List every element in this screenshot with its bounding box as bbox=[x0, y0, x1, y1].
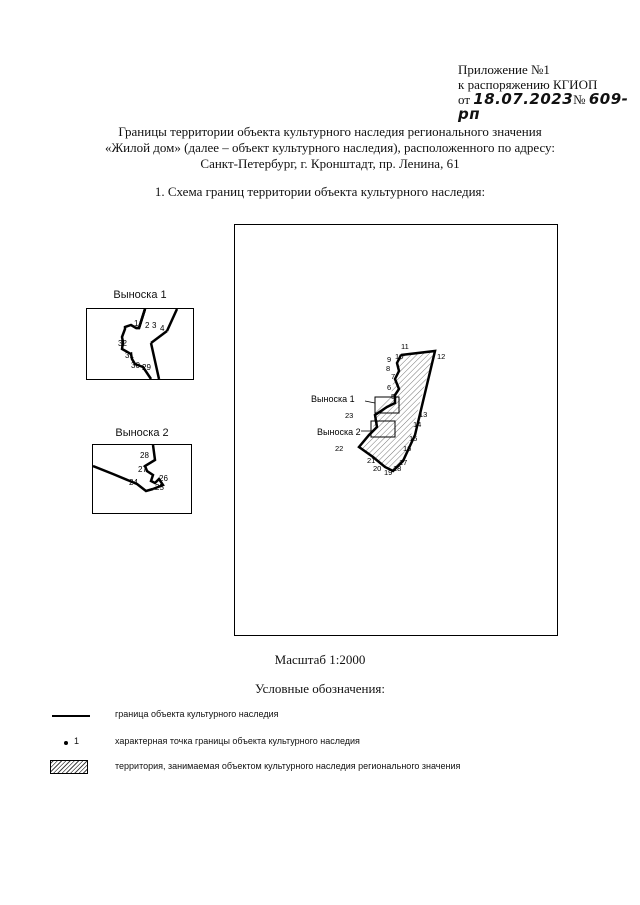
scale-label: Масштаб 1:2000 bbox=[274, 652, 366, 667]
legend-item-boundary: граница объекта культурного наследия bbox=[115, 709, 279, 719]
map-label-10: 10 bbox=[395, 352, 404, 361]
inset1-label-29: 29 bbox=[142, 363, 151, 372]
inset2-label-28: 28 bbox=[140, 451, 149, 460]
inset1-boundary bbox=[87, 309, 193, 379]
map-label-6: 6 bbox=[387, 383, 392, 392]
map-diagram bbox=[235, 225, 557, 635]
legend-point-number: 1 bbox=[74, 736, 80, 746]
map-label-11: 11 bbox=[401, 342, 409, 351]
map-label-13: 13 bbox=[419, 410, 428, 419]
inset2-boundary bbox=[93, 445, 191, 513]
legend-title: Условные обозначения: bbox=[254, 681, 386, 696]
inset2-frame bbox=[92, 444, 192, 514]
legend-hatch-symbol bbox=[50, 760, 88, 774]
inset1-label-30: 30 bbox=[131, 361, 140, 370]
appendix-title: Приложение №1 bbox=[458, 62, 550, 77]
legend-item-point: характерная точка границы объекта культурного наследия bbox=[115, 736, 360, 746]
map-label-23: 23 bbox=[345, 411, 354, 420]
inset2-label-27: 27 bbox=[138, 465, 147, 474]
map-label-7: 7 bbox=[391, 372, 396, 381]
inset2-label-26: 26 bbox=[159, 474, 168, 483]
appendix-block bbox=[458, 62, 640, 122]
appendix-number: 609-рп bbox=[458, 90, 629, 123]
inset1-label-31: 31 bbox=[125, 351, 134, 360]
map-label-21: 21 bbox=[367, 456, 376, 465]
callout1-label: Выноска 1 bbox=[311, 394, 355, 404]
map-frame bbox=[234, 224, 558, 636]
document-title bbox=[60, 124, 600, 172]
map-label-16: 16 bbox=[403, 444, 412, 453]
appendix-from: от bbox=[458, 92, 471, 107]
callout2-label: Выноска 2 bbox=[317, 427, 361, 437]
section-heading: 1. Схема границ территории объекта культурного наследия: bbox=[154, 184, 486, 199]
inset1-label-32: 32 bbox=[118, 339, 127, 348]
inset1-label-3: 3 bbox=[152, 321, 157, 330]
map-label-5: 5 bbox=[391, 392, 396, 401]
appendix-date-line bbox=[458, 92, 640, 122]
map-label-20: 20 bbox=[373, 464, 382, 473]
title-line-2: «Жилой дом» (далее – объект культурного наследия), расположенного по адресу: bbox=[105, 140, 555, 155]
legend-line-symbol bbox=[52, 715, 90, 717]
inset1-label-2: 2 bbox=[145, 321, 150, 330]
legend-point-symbol bbox=[64, 741, 68, 745]
map-label-15: 15 bbox=[409, 434, 418, 443]
map-label-18: 18 bbox=[393, 464, 402, 473]
map-label-19: 19 bbox=[384, 468, 393, 477]
inset2-title: Выноска 2 bbox=[115, 427, 169, 439]
appendix-order: к распоряжению КГИОП bbox=[458, 77, 598, 92]
map-label-9: 9 bbox=[387, 355, 392, 364]
map-label-12: 12 bbox=[437, 352, 446, 361]
appendix-date: 18.07.2023 bbox=[473, 90, 574, 108]
inset1-label-1: 1 bbox=[134, 319, 139, 328]
map-label-22: 22 bbox=[335, 444, 344, 453]
inset2-label-24: 24 bbox=[129, 478, 138, 487]
inset1-label-4: 4 bbox=[160, 324, 165, 333]
map-label-17: 17 bbox=[399, 458, 408, 467]
inset1-title: Выноска 1 bbox=[113, 289, 167, 301]
map-label-8: 8 bbox=[386, 364, 391, 373]
inset2-label-25: 25 bbox=[155, 483, 164, 492]
inset1-frame bbox=[86, 308, 194, 380]
title-line-3: Санкт-Петербург, г. Кронштадт, пр. Ленина, 61 bbox=[200, 156, 460, 171]
legend-item-territory: территория, занимаемая объектом культурного наследия регионального значения bbox=[115, 761, 461, 771]
appendix-no: № bbox=[573, 92, 586, 107]
map-label-14: 14 bbox=[413, 420, 422, 429]
title-line-1: Границы территории объекта культурного наследия регионального значения bbox=[118, 124, 542, 139]
